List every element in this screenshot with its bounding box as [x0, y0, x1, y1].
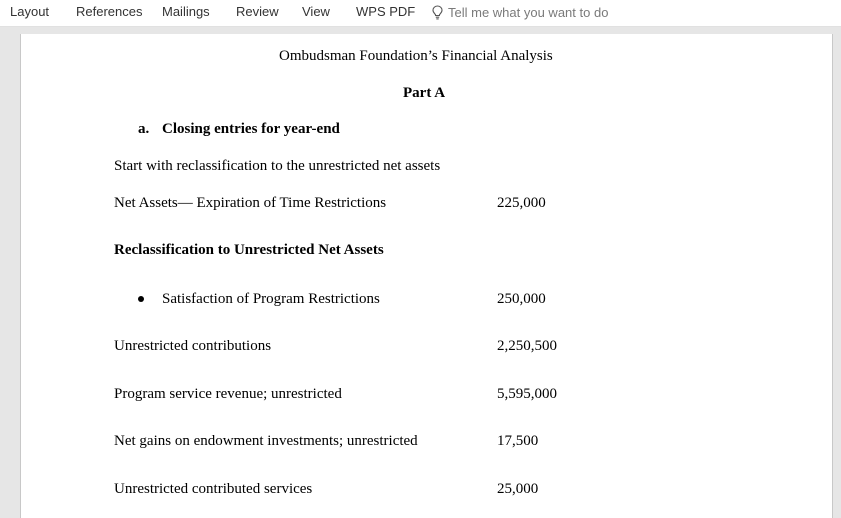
entry-contributed-services-amount: 25,000	[497, 481, 539, 497]
tell-me-search[interactable]	[432, 3, 608, 21]
part-heading: Part A	[403, 85, 446, 101]
tab-mailings[interactable]: Mailings	[162, 4, 210, 19]
tab-references[interactable]: References	[76, 4, 143, 19]
tab-layout[interactable]: Layout	[10, 4, 50, 19]
entry-program-restrictions-amount: 250,000	[497, 291, 546, 307]
entry-endowment-gains-label: Net gains on endowment investments; unrestricted	[114, 433, 418, 449]
entry-contributions-label: Unrestricted contributions	[114, 338, 272, 354]
entry-expiration-label: Net Assets— Expiration of Time Restrictions	[114, 195, 387, 211]
section-heading: Closing entries for year-end	[162, 121, 340, 137]
entry-contributed-services-label: Unrestricted contributed services	[114, 481, 313, 497]
reclass-heading: Reclassification to Unrestricted Net Assets	[114, 242, 384, 258]
bullet-icon	[138, 296, 144, 302]
entry-endowment-gains-amount: 17,500	[497, 433, 539, 449]
document-page[interactable]	[20, 34, 833, 518]
entry-expiration-amount: 225,000	[497, 195, 546, 211]
entry-program-revenue-label: Program service revenue; unrestricted	[114, 386, 342, 402]
entry-program-revenue-amount: 5,595,000	[497, 386, 557, 402]
entry-program-restrictions-label: Satisfaction of Program Restrictions	[162, 291, 380, 307]
document-title: Ombudsman Foundation’s Financial Analysis	[279, 48, 553, 64]
ribbon-bar	[0, 0, 841, 27]
entry-contributions-amount: 2,250,500	[497, 338, 557, 354]
intro-paragraph: Start with reclassification to the unrestricted net assets	[114, 158, 441, 174]
section-marker: a.	[138, 121, 150, 137]
tell-me-placeholder: Tell me what you want to do	[448, 4, 609, 20]
tab-review[interactable]: Review	[236, 4, 279, 19]
tab-view[interactable]: View	[302, 4, 330, 19]
tab-wps-pdf[interactable]: WPS PDF	[356, 4, 416, 19]
lightbulb-icon	[432, 5, 443, 20]
